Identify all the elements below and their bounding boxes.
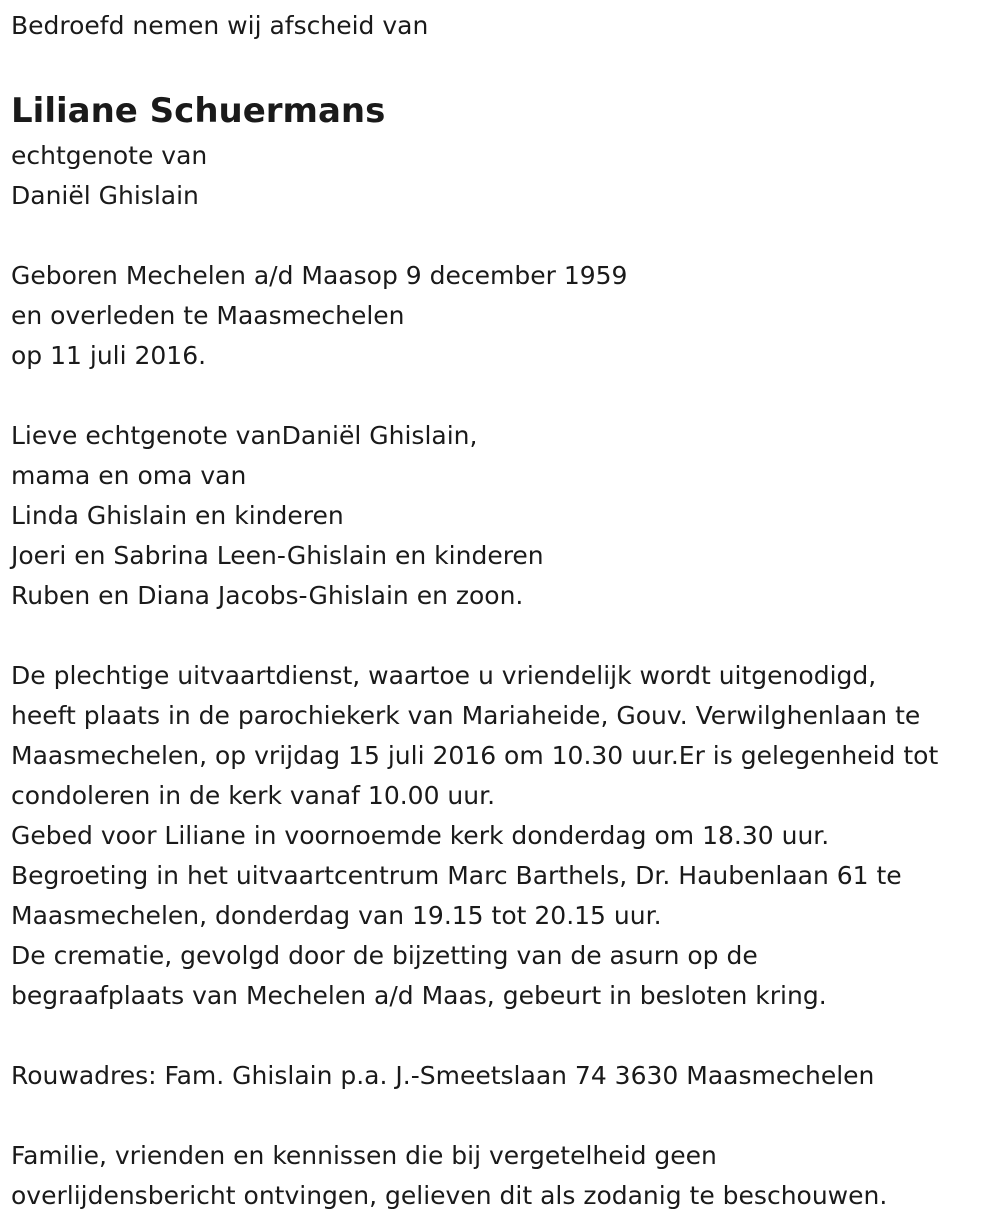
closing-line: overlijdensbericht ontvingen, gelieven dit als zodanig te beschouwen. — [11, 1181, 888, 1210]
ceremony-line: condoleren in de kerk vanaf 10.00 uur. — [11, 781, 496, 810]
death-place-line: en overleden te Maasmechelen — [11, 301, 405, 330]
ceremony-line: Maasmechelen, op vrijdag 15 juli 2016 om 10.30 uur.Er is gelegenheid tot — [11, 741, 939, 770]
birth-line: Geboren Mechelen a/d Maasop 9 december 1959 — [11, 261, 628, 290]
intro-text: Bedroefd nemen wij afscheid van — [11, 11, 429, 40]
closing-line: Familie, vrienden en kennissen die bij vergetelheid geen — [11, 1141, 717, 1170]
closing-section — [11, 1136, 1000, 1216]
ceremony-line: Gebed voor Liliane in voornoemde kerk donderdag om 18.30 uur. — [11, 821, 830, 850]
ceremony-section — [11, 656, 1000, 1016]
family-line: Ruben en Diana Jacobs-Ghislain en zoon. — [11, 581, 524, 610]
ceremony-line: heeft plaats in de parochiekerk van Mariaheide, Gouv. Verwilghenlaan te — [11, 701, 921, 730]
mourning-address: Rouwadres: Fam. Ghislain p.a. J.-Smeetslaan 74 3630 Maasmechelen — [11, 1061, 875, 1090]
family-line: Linda Ghislain en kinderen — [11, 501, 344, 530]
ceremony-line: Begroeting in het uitvaartcentrum Marc Barthels, Dr. Haubenlaan 61 te — [11, 861, 902, 890]
address-section — [11, 1056, 1000, 1096]
family-line: Lieve echtgenote vanDaniël Ghislain, — [11, 421, 478, 450]
ceremony-line: Maasmechelen, donderdag van 19.15 tot 20.15 uur. — [11, 901, 662, 930]
family-line: Joeri en Sabrina Leen-Ghislain en kinderen — [11, 541, 544, 570]
spouse-line: echtgenote van — [11, 141, 208, 170]
deceased-name: Liliane Schuermans — [11, 91, 386, 131]
ceremony-line: De plechtige uitvaartdienst, waartoe u vriendelijk wordt uitgenodigd, — [11, 661, 877, 690]
family-line: mama en oma van — [11, 461, 247, 490]
birth-death-section — [11, 256, 1000, 376]
spouse-name: Daniël Ghislain — [11, 181, 199, 210]
ceremony-line: De crematie, gevolgd door de bijzetting van de asurn op de — [11, 941, 758, 970]
ceremony-line: begraafplaats van Mechelen a/d Maas, gebeurt in besloten kring. — [11, 981, 827, 1010]
death-date-line: op 11 juli 2016. — [11, 341, 207, 370]
deceased-section — [11, 86, 1000, 216]
family-section — [11, 416, 1000, 616]
